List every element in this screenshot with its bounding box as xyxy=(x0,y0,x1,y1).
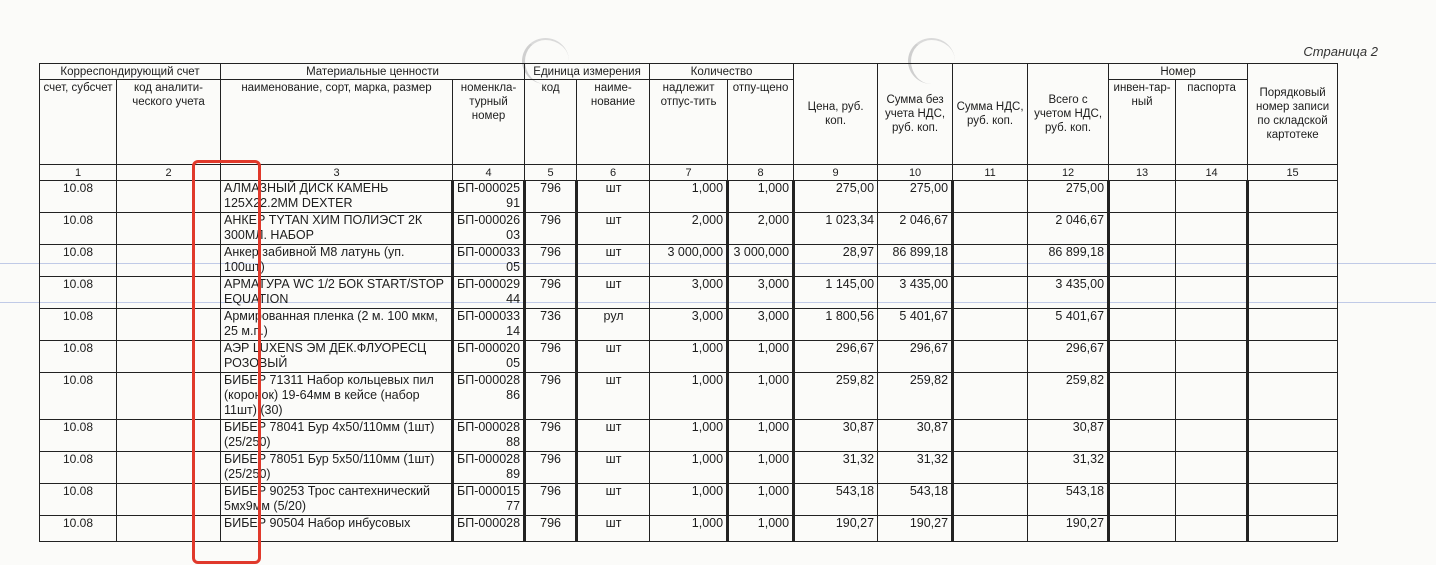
subheader-account: счет, субсчет xyxy=(40,80,117,165)
passport-cell xyxy=(1176,341,1248,373)
item-name-cell: АЛМАЗНЫЙ ДИСК КАМЕНЬ 125Х22.2ММ DEXTER xyxy=(221,181,453,213)
vat-cell xyxy=(953,420,1028,452)
nomenclature-suffix: 14 xyxy=(506,324,521,338)
qty-due-cell: 3,000 xyxy=(650,277,728,309)
qty-issued-cell: 1,000 xyxy=(728,484,794,516)
total-cell: 86 899,18 xyxy=(1028,245,1109,277)
nomenclature-prefix: БП-000028 xyxy=(457,516,521,530)
subheader-qty-issued: отпу-щено xyxy=(728,80,794,165)
unit-name-cell: шт xyxy=(577,341,650,373)
nomenclature-suffix: 44 xyxy=(506,292,521,306)
total-cell: 190,27 xyxy=(1028,516,1109,542)
inventory-cell xyxy=(1109,516,1176,542)
item-name-cell: БИБЕР 71311 Набор кольцевых пил (коронок) 19-64мм в кейсе (набор 11шт) (30) xyxy=(221,373,453,420)
inventory-cell xyxy=(1109,341,1176,373)
qty-issued-cell: 3,000 xyxy=(728,277,794,309)
account-cell: 10.08 xyxy=(40,373,117,420)
item-name-cell: АНКЕР TYTAN ХИМ ПОЛИЭСТ 2К 300МЛ. НАБОР xyxy=(221,213,453,245)
unit-name-cell: рул xyxy=(577,309,650,341)
qty-due-cell: 1,000 xyxy=(650,484,728,516)
price-cell: 1 800,56 xyxy=(794,309,878,341)
qty-issued-cell: 1,000 xyxy=(728,373,794,420)
passport-cell xyxy=(1176,309,1248,341)
vat-cell xyxy=(953,373,1028,420)
header-unit: Единица измерения xyxy=(525,64,650,80)
nomenclature-prefix: БП-000020 xyxy=(457,341,521,355)
sum-cell: 31,32 xyxy=(878,452,953,484)
record-number-cell xyxy=(1248,245,1338,277)
column-number: 11 xyxy=(953,165,1028,181)
header-materials: Материальные ценности xyxy=(221,64,525,80)
nomenclature-prefix: БП-000028 xyxy=(457,373,521,387)
vat-cell xyxy=(953,452,1028,484)
item-name-cell: БИБЕР 90504 Набор инбусовых xyxy=(221,516,453,542)
price-cell: 190,27 xyxy=(794,516,878,542)
vat-cell xyxy=(953,245,1028,277)
column-number: 4 xyxy=(453,165,525,181)
unit-code-cell: 796 xyxy=(525,516,577,542)
header-number: Номер xyxy=(1109,64,1248,80)
inventory-cell xyxy=(1109,245,1176,277)
qty-due-cell: 1,000 xyxy=(650,181,728,213)
qty-issued-cell: 1,000 xyxy=(728,181,794,213)
passport-cell xyxy=(1176,181,1248,213)
price-cell: 30,87 xyxy=(794,420,878,452)
column-number: 6 xyxy=(577,165,650,181)
inventory-cell xyxy=(1109,181,1176,213)
record-number-cell xyxy=(1248,420,1338,452)
passport-cell xyxy=(1176,484,1248,516)
qty-issued-cell: 1,000 xyxy=(728,516,794,542)
qty-due-cell: 1,000 xyxy=(650,452,728,484)
nomenclature-prefix: БП-000026 xyxy=(457,213,521,227)
header-vat: Сумма НДС, руб. коп. xyxy=(953,64,1028,165)
account-cell: 10.08 xyxy=(40,309,117,341)
passport-cell xyxy=(1176,277,1248,309)
unit-code-cell: 796 xyxy=(525,452,577,484)
inventory-cell xyxy=(1109,213,1176,245)
sum-cell: 259,82 xyxy=(878,373,953,420)
column-number: 10 xyxy=(878,165,953,181)
subheader-qty-due: надлежит отпус-тить xyxy=(650,80,728,165)
unit-name-cell: шт xyxy=(577,484,650,516)
total-cell: 543,18 xyxy=(1028,484,1109,516)
sum-cell: 275,00 xyxy=(878,181,953,213)
vat-cell xyxy=(953,341,1028,373)
unit-code-cell: 796 xyxy=(525,213,577,245)
subheader-analytic-code: код аналити-ческого учета xyxy=(117,80,221,165)
sum-cell: 86 899,18 xyxy=(878,245,953,277)
price-cell: 31,32 xyxy=(794,452,878,484)
nomenclature-prefix: БП-000028 xyxy=(457,420,521,434)
record-number-cell xyxy=(1248,309,1338,341)
nomenclature-cell xyxy=(453,213,525,245)
sum-cell: 5 401,67 xyxy=(878,309,953,341)
passport-cell xyxy=(1176,373,1248,420)
passport-cell xyxy=(1176,452,1248,484)
item-name-cell: Армированная пленка (2 м. 100 мкм, 25 м.п.) xyxy=(221,309,453,341)
highlight-annotation-box xyxy=(192,160,261,564)
unit-code-cell: 796 xyxy=(525,420,577,452)
vat-cell xyxy=(953,277,1028,309)
total-cell: 259,82 xyxy=(1028,373,1109,420)
column-number: 3 xyxy=(221,165,453,181)
price-cell: 543,18 xyxy=(794,484,878,516)
total-cell: 3 435,00 xyxy=(1028,277,1109,309)
qty-due-cell: 2,000 xyxy=(650,213,728,245)
qty-issued-cell: 1,000 xyxy=(728,452,794,484)
qty-due-cell: 3,000 xyxy=(650,309,728,341)
column-number: 15 xyxy=(1248,165,1338,181)
qty-due-cell: 1,000 xyxy=(650,420,728,452)
qty-issued-cell: 1,000 xyxy=(728,341,794,373)
inventory-cell xyxy=(1109,420,1176,452)
column-number: 1 xyxy=(40,165,117,181)
unit-name-cell: шт xyxy=(577,420,650,452)
account-cell: 10.08 xyxy=(40,277,117,309)
subheader-unit-name: наиме-нование xyxy=(577,80,650,165)
unit-name-cell: шт xyxy=(577,516,650,542)
qty-issued-cell: 3 000,000 xyxy=(728,245,794,277)
account-cell: 10.08 xyxy=(40,484,117,516)
header-total: Всего с учетом НДС, руб. коп. xyxy=(1028,64,1109,165)
record-number-cell xyxy=(1248,373,1338,420)
total-cell: 296,67 xyxy=(1028,341,1109,373)
record-number-cell xyxy=(1248,516,1338,542)
unit-name-cell: шт xyxy=(577,452,650,484)
total-cell: 30,87 xyxy=(1028,420,1109,452)
price-cell: 28,97 xyxy=(794,245,878,277)
vat-cell xyxy=(953,181,1028,213)
unit-code-cell: 796 xyxy=(525,341,577,373)
inventory-cell xyxy=(1109,484,1176,516)
subheader-inventory: инвен-тар-ный xyxy=(1109,80,1176,165)
subheader-name: наименование, сорт, марка, размер xyxy=(221,80,453,165)
price-cell: 296,67 xyxy=(794,341,878,373)
header-price: Цена, руб. коп. xyxy=(794,64,878,165)
account-cell: 10.08 xyxy=(40,452,117,484)
record-number-cell xyxy=(1248,341,1338,373)
subheader-passport: паспорта xyxy=(1176,80,1248,165)
nomenclature-suffix: 05 xyxy=(506,260,521,274)
column-number: 12 xyxy=(1028,165,1109,181)
nomenclature-suffix: 91 xyxy=(506,196,521,210)
nomenclature-prefix: БП-000028 xyxy=(457,452,521,466)
item-name-cell: АРМАТУРА WC 1/2 БОК START/STOP EQUATION xyxy=(221,277,453,309)
header-corr-account: Корреспондирующий счет xyxy=(40,64,221,80)
inventory-cell xyxy=(1109,452,1176,484)
unit-name-cell: шт xyxy=(577,213,650,245)
column-number: 7 xyxy=(650,165,728,181)
unit-name-cell: шт xyxy=(577,245,650,277)
unit-code-cell: 736 xyxy=(525,309,577,341)
sum-cell: 3 435,00 xyxy=(878,277,953,309)
unit-name-cell: шт xyxy=(577,277,650,309)
nomenclature-cell xyxy=(453,277,525,309)
record-number-cell xyxy=(1248,484,1338,516)
price-cell: 275,00 xyxy=(794,181,878,213)
nomenclature-prefix: БП-000033 xyxy=(457,309,521,323)
nomenclature-suffix: 86 xyxy=(506,388,521,402)
account-cell: 10.08 xyxy=(40,516,117,542)
nomenclature-cell xyxy=(453,309,525,341)
nomenclature-cell xyxy=(453,452,525,484)
nomenclature-prefix: БП-000029 xyxy=(457,277,521,291)
subheader-unit-code: код xyxy=(525,80,577,165)
nomenclature-prefix: БП-000033 xyxy=(457,245,521,259)
vat-cell xyxy=(953,516,1028,542)
vat-cell xyxy=(953,484,1028,516)
total-cell: 275,00 xyxy=(1028,181,1109,213)
unit-name-cell: шт xyxy=(577,373,650,420)
total-cell: 2 046,67 xyxy=(1028,213,1109,245)
record-number-cell xyxy=(1248,277,1338,309)
nomenclature-suffix: 03 xyxy=(506,228,521,242)
inventory-cell xyxy=(1109,373,1176,420)
sum-cell: 2 046,67 xyxy=(878,213,953,245)
column-number: 13 xyxy=(1109,165,1176,181)
nomenclature-suffix: 89 xyxy=(506,467,521,481)
unit-code-cell: 796 xyxy=(525,181,577,213)
nomenclature-cell xyxy=(453,341,525,373)
column-number: 8 xyxy=(728,165,794,181)
account-cell: 10.08 xyxy=(40,213,117,245)
inventory-cell xyxy=(1109,309,1176,341)
nomenclature-prefix: БП-000015 xyxy=(457,484,521,498)
subheader-nomenclature: номенкла-турный номер xyxy=(453,80,525,165)
item-name-cell: БИБЕР 90253 Трос сантехнический 5мх9мм (5/20) xyxy=(221,484,453,516)
nomenclature-cell xyxy=(453,484,525,516)
unit-name-cell: шт xyxy=(577,181,650,213)
total-cell: 31,32 xyxy=(1028,452,1109,484)
account-cell: 10.08 xyxy=(40,181,117,213)
header-sum-no-vat: Сумма без учета НДС, руб. коп. xyxy=(878,64,953,165)
column-number: 14 xyxy=(1176,165,1248,181)
nomenclature-suffix: 05 xyxy=(506,356,521,370)
unit-code-cell: 796 xyxy=(525,484,577,516)
vat-cell xyxy=(953,213,1028,245)
price-cell: 1 145,00 xyxy=(794,277,878,309)
nomenclature-cell xyxy=(453,420,525,452)
account-cell: 10.08 xyxy=(40,420,117,452)
account-cell: 10.08 xyxy=(40,341,117,373)
passport-cell xyxy=(1176,245,1248,277)
price-cell: 1 023,34 xyxy=(794,213,878,245)
record-number-cell xyxy=(1248,452,1338,484)
passport-cell xyxy=(1176,420,1248,452)
column-number: 5 xyxy=(525,165,577,181)
page-label: Страница 2 xyxy=(1303,44,1378,59)
nomenclature-cell xyxy=(453,245,525,277)
sum-cell: 543,18 xyxy=(878,484,953,516)
sum-cell: 30,87 xyxy=(878,420,953,452)
item-name-cell: БИБЕР 78051 Бур 5х50/110мм (1шт) (25/250) xyxy=(221,452,453,484)
qty-issued-cell: 1,000 xyxy=(728,420,794,452)
qty-due-cell: 1,000 xyxy=(650,373,728,420)
item-name-cell: Анкер забивной М8 латунь (уп. 100шт) xyxy=(221,245,453,277)
nomenclature-cell xyxy=(453,373,525,420)
qty-issued-cell: 2,000 xyxy=(728,213,794,245)
record-number-cell xyxy=(1248,181,1338,213)
sum-cell: 190,27 xyxy=(878,516,953,542)
total-cell: 5 401,67 xyxy=(1028,309,1109,341)
nomenclature-prefix: БП-000025 xyxy=(457,181,521,195)
header-quantity: Количество xyxy=(650,64,794,80)
account-cell: 10.08 xyxy=(40,245,117,277)
sum-cell: 296,67 xyxy=(878,341,953,373)
qty-issued-cell: 3,000 xyxy=(728,309,794,341)
column-number: 9 xyxy=(794,165,878,181)
header-record-number: Порядковый номер записи по складской картотеке xyxy=(1248,64,1338,165)
nomenclature-cell xyxy=(453,516,525,542)
passport-cell xyxy=(1176,516,1248,542)
unit-code-cell: 796 xyxy=(525,277,577,309)
item-name-cell: АЭР LUXENS ЭМ ДЕК.ФЛУОРЕСЦ РОЗОВЫЙ xyxy=(221,341,453,373)
column-number: 2 xyxy=(117,165,221,181)
item-name-cell: БИБЕР 78041 Бур 4х50/110мм (1шт) (25/250) xyxy=(221,420,453,452)
qty-due-cell: 1,000 xyxy=(650,516,728,542)
qty-due-cell: 1,000 xyxy=(650,341,728,373)
vat-cell xyxy=(953,309,1028,341)
price-cell: 259,82 xyxy=(794,373,878,420)
unit-code-cell: 796 xyxy=(525,373,577,420)
record-number-cell xyxy=(1248,213,1338,245)
nomenclature-suffix: 88 xyxy=(506,435,521,449)
unit-code-cell: 796 xyxy=(525,245,577,277)
nomenclature-cell xyxy=(453,181,525,213)
qty-due-cell: 3 000,000 xyxy=(650,245,728,277)
nomenclature-suffix: 77 xyxy=(506,499,521,513)
inventory-cell xyxy=(1109,277,1176,309)
passport-cell xyxy=(1176,213,1248,245)
